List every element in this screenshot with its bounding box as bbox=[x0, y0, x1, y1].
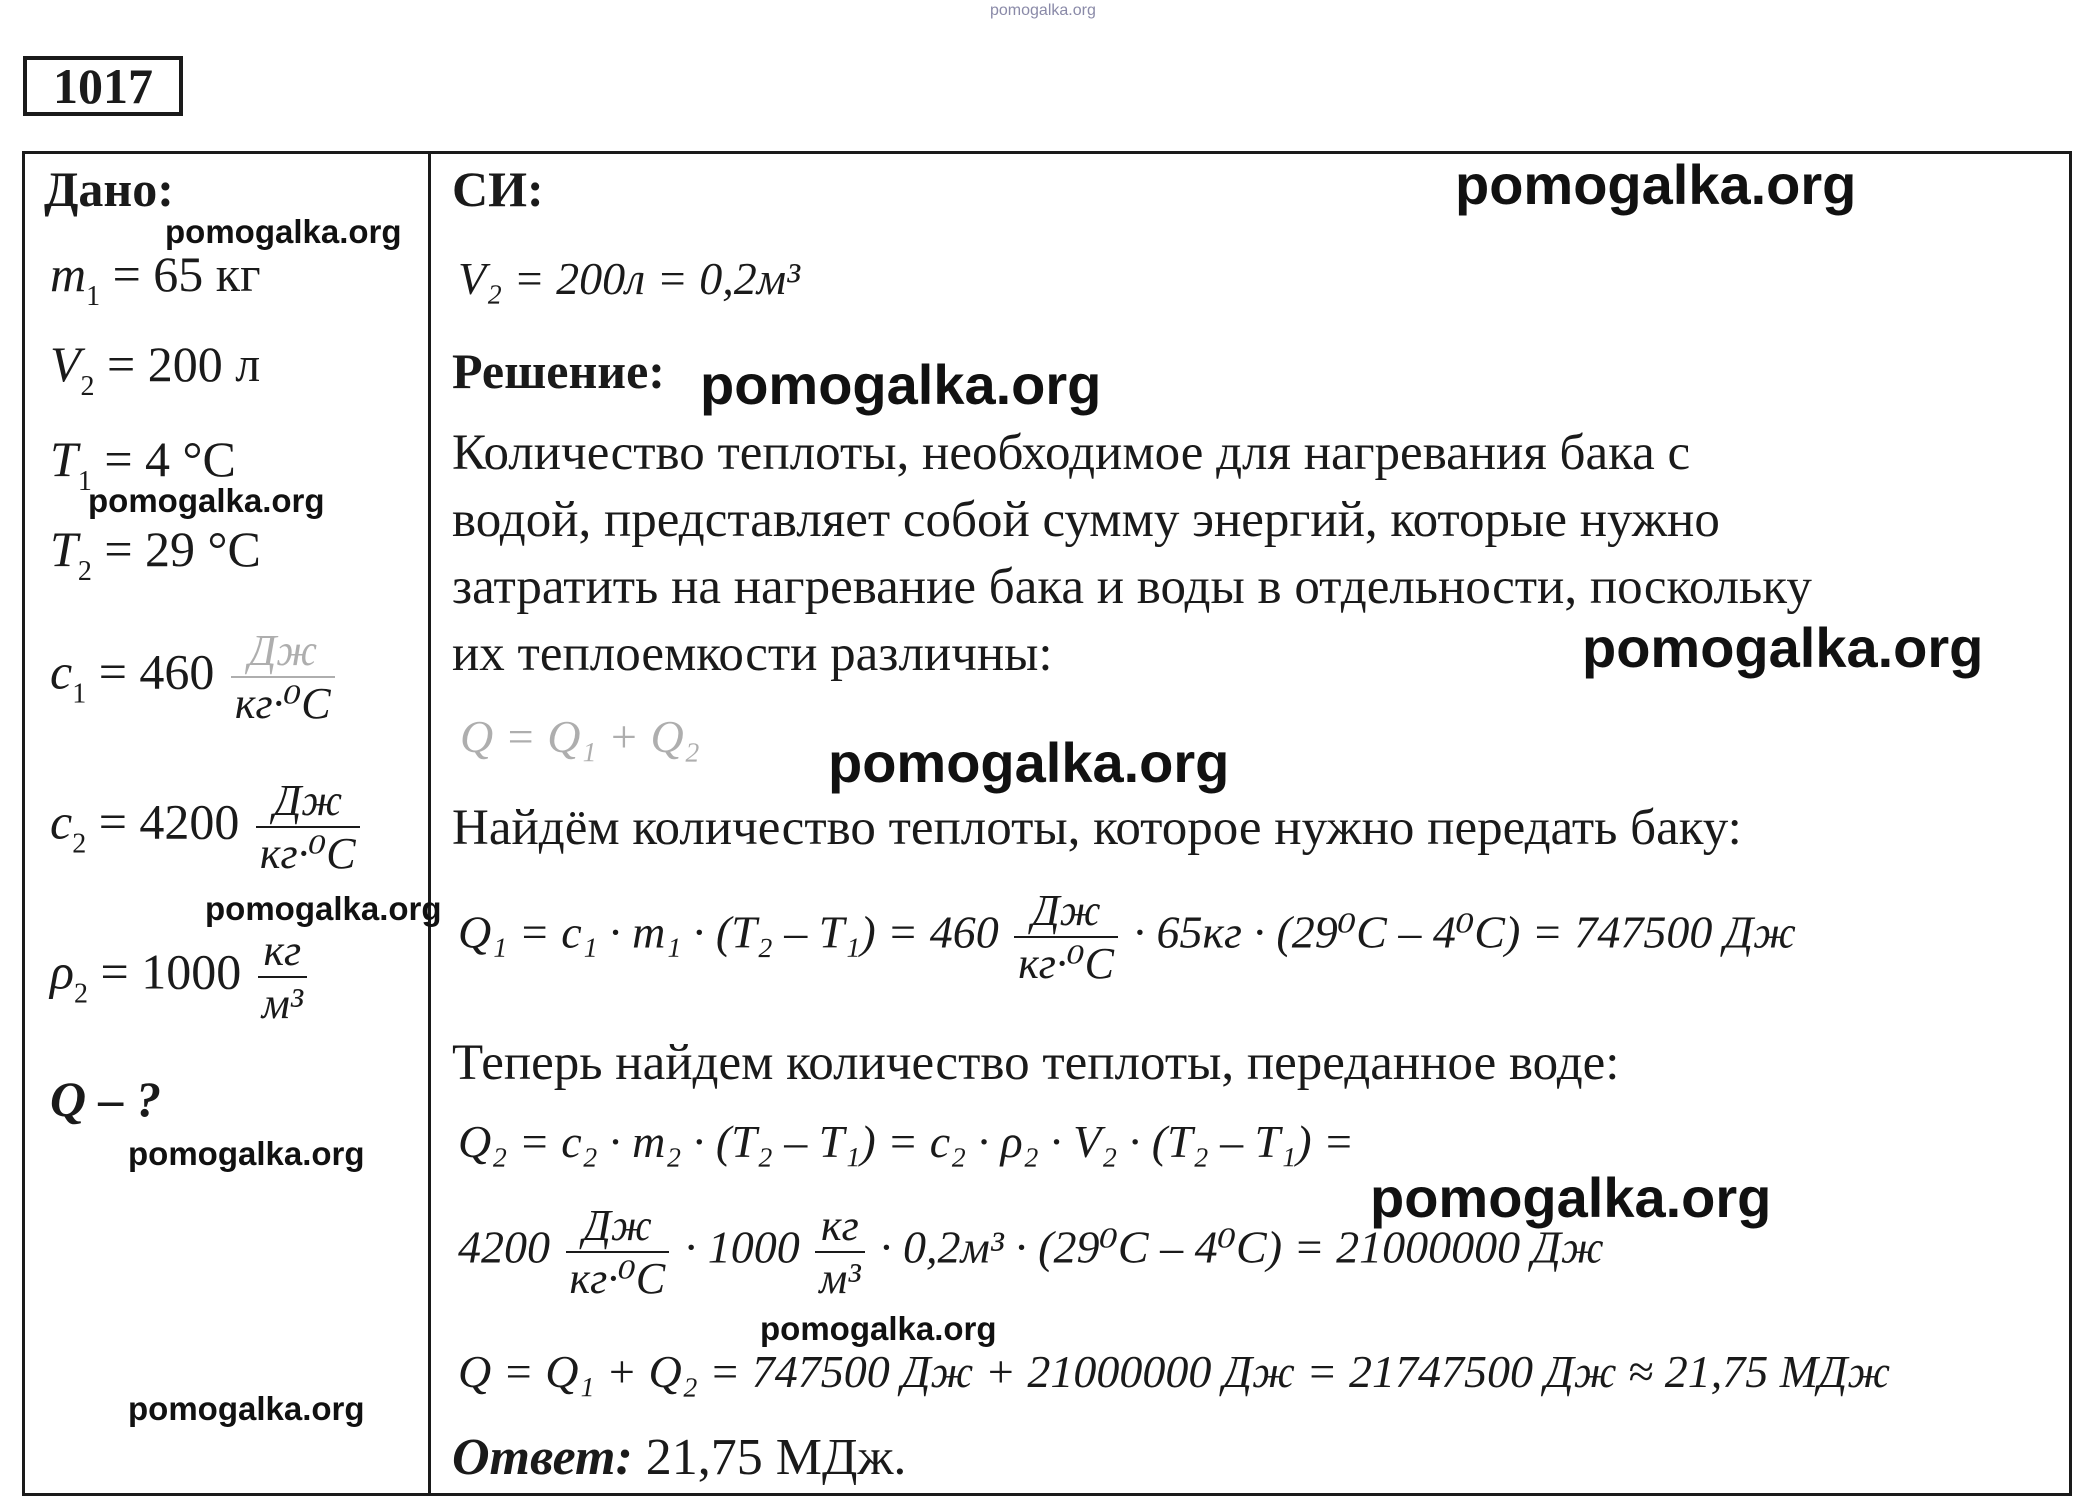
q2-formula-line1: Q₂ = c₂ · m₂ · (T₂ – T₁) = c₂ · ρ₂ · V₂ · (T₂ – T₁) = bbox=[458, 1116, 1355, 1167]
answer-label: Ответ: bbox=[452, 1429, 633, 1486]
watermark: pomogalka.org bbox=[165, 213, 402, 250]
q1-formula: Q₁ = c₁ · m₁ · (T₂ – T₁) = 460 $\frac{Дж}{\text{кг·⁰C}}$ · 65кг · (29⁰C – 4⁰C) = 747500 Дж bbox=[458, 886, 1796, 988]
watermark: pomogalka.org bbox=[1582, 616, 1984, 679]
column-divider bbox=[428, 151, 431, 1496]
watermark: pomogalka.org bbox=[1455, 153, 1857, 216]
watermark: pomogalka.org bbox=[700, 353, 1102, 416]
given-v2: $V_2 = 200$ л bbox=[50, 336, 261, 402]
answer bbox=[452, 1428, 906, 1487]
watermark: pomogalka.org bbox=[88, 482, 325, 519]
watermark-top: pomogalka.org bbox=[990, 2, 1096, 19]
water-heat-text: Теперь найдем количество теплоты, переданное воде: bbox=[452, 1035, 1620, 1091]
total-formula: Q = Q₁ + Q₂ = 747500 Дж + 21000000 Дж = 21747500 Дж ≈ 21,75 МДж bbox=[458, 1346, 1891, 1397]
si-heading: СИ: bbox=[452, 161, 544, 217]
solution-paragraph: Количество теплоты, необходимое для нагревания бака с водой, представляет собой сумму энергий, которые нужно затратить на нагревание бака и воды в отдельности, поскольку их теплоемкости различны: bbox=[452, 425, 1812, 682]
sum-formula: Q = Q₁ + Q₂ bbox=[460, 711, 700, 762]
given-c1: $c_1 = 460$ $\frac{Дж}{\text{кг·⁰C}}$ bbox=[50, 625, 339, 729]
problem-number: 1017 bbox=[23, 56, 183, 116]
watermark: pomogalka.org bbox=[1370, 1166, 1772, 1229]
answer-value: 21,75 МДж. bbox=[645, 1429, 907, 1486]
given-t2: $T_2 = 29$ °C bbox=[50, 521, 261, 587]
watermark: pomogalka.org bbox=[128, 1390, 365, 1427]
tank-heat-text: Найдём количество теплоты, которое нужно передать баку: bbox=[452, 800, 1742, 856]
given-t1: $T_1 = 4$ °C bbox=[50, 431, 236, 497]
watermark: pomogalka.org bbox=[205, 890, 442, 927]
given-m1: $m_1 = 65$ кг bbox=[50, 246, 261, 312]
given-c2: $c_2 = 4200$ $\frac{Дж}{\text{кг·⁰C}}$ bbox=[50, 775, 364, 879]
q2-formula-line2: 4200 $\frac{Дж}{\text{кг·⁰C}}$ · 1000 $\frac{кг}{\text{м³}}$ · 0,2м³ · (29⁰C – 4⁰C) = 21000000 Дж bbox=[458, 1201, 1604, 1303]
watermark: pomogalka.org bbox=[760, 1310, 997, 1347]
watermark: pomogalka.org bbox=[828, 731, 1230, 794]
given-heading: Дано: bbox=[44, 161, 174, 217]
si-conversion: V₂ = 200л = 0,2м³ bbox=[458, 253, 800, 304]
given-rho2: $\rho_2 = 1000$ $\frac{кг}{\text{м³}}$ bbox=[50, 925, 311, 1029]
solution-heading: Решение: bbox=[452, 343, 665, 399]
watermark: pomogalka.org bbox=[128, 1135, 365, 1172]
given-find: Q – ? bbox=[50, 1071, 162, 1127]
